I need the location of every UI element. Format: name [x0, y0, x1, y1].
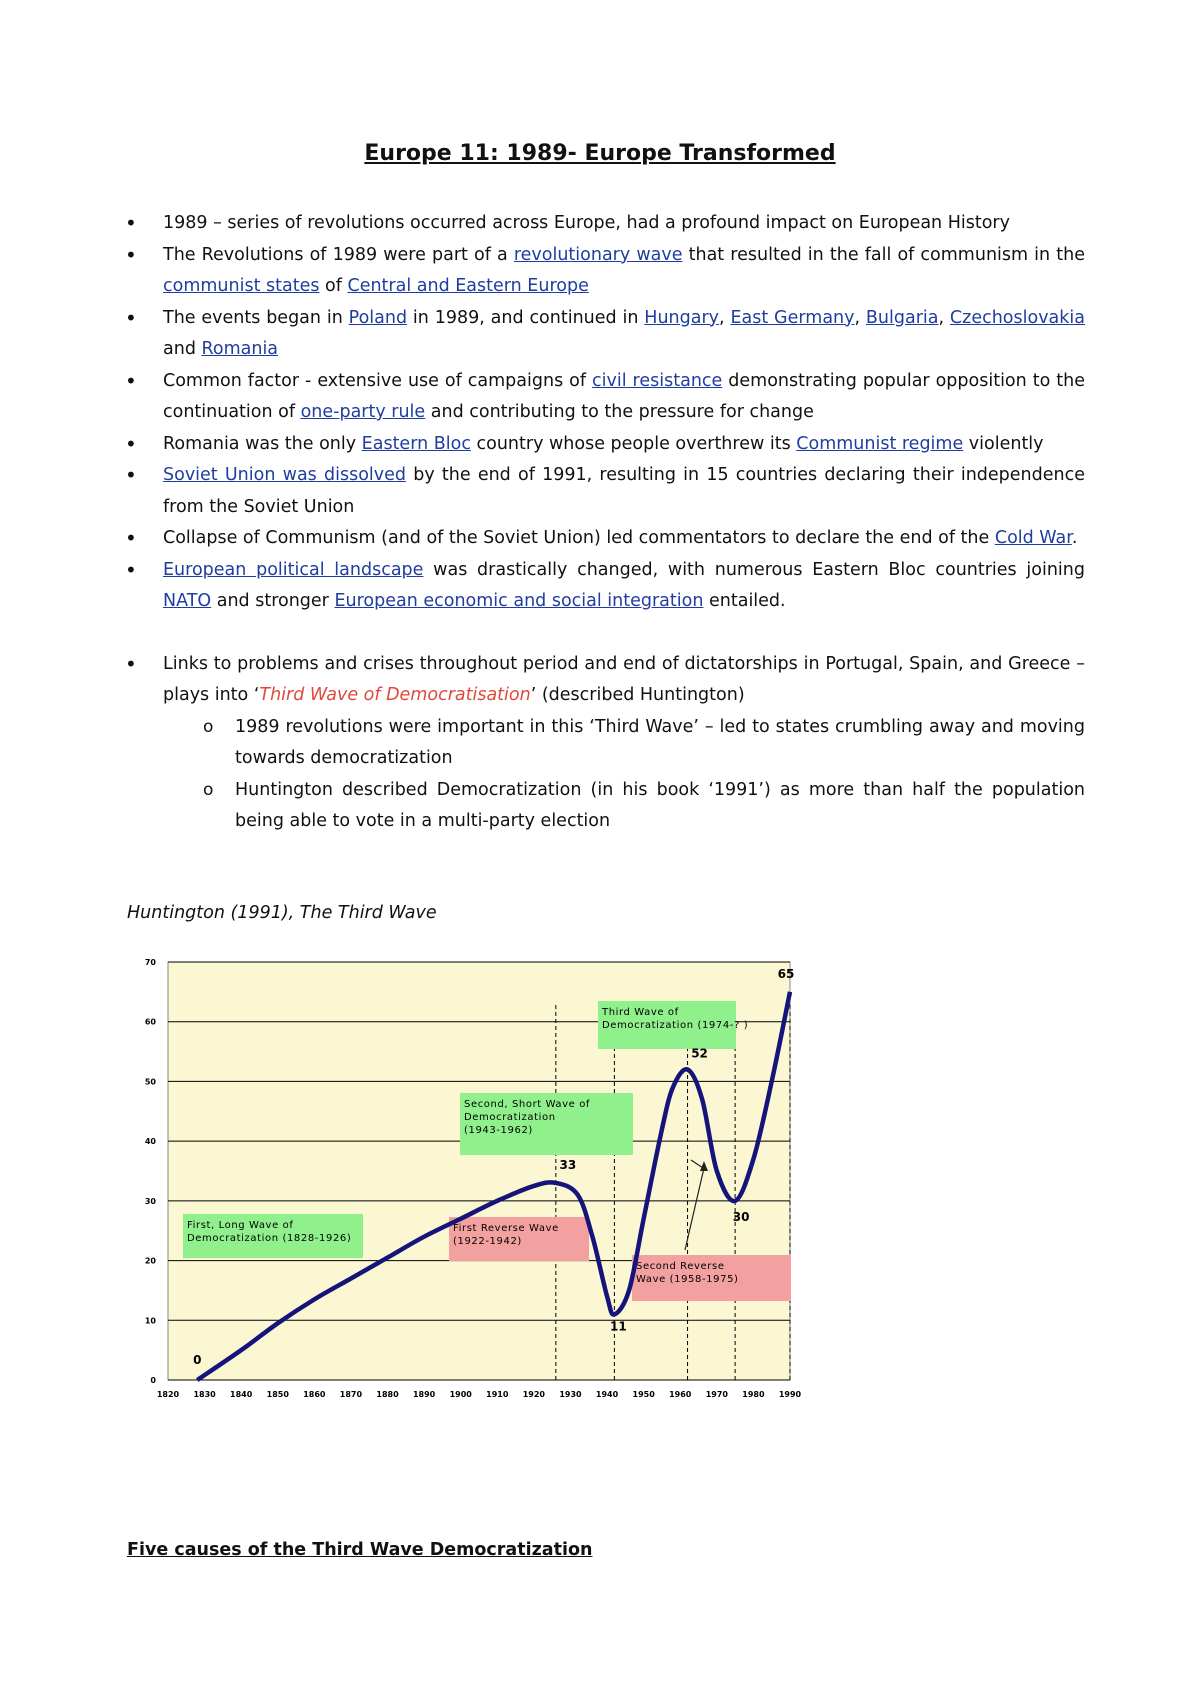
x-tick-label: 1910	[486, 1390, 509, 1399]
link-bulgaria[interactable]: Bulgaria	[865, 307, 939, 328]
link-revolutionary-wave[interactable]: revolutionary wave	[513, 244, 683, 265]
y-tick-label: 10	[144, 1316, 156, 1326]
sub-item: o Huntington described Democratization (in his book ‘1991’) as more than half the population being able to vote in a multi-party election	[163, 775, 1085, 838]
annotation-text: Second, Short Wave of	[464, 1099, 591, 1110]
y-tick-label: 70	[144, 958, 156, 967]
bullet-item: • European political landscape was drastically changed, with numerous Eastern Bloc countries joining NATO and stronger European economic and social integration entailed.	[125, 555, 1085, 618]
bullet-list	[125, 208, 1085, 838]
bullet-item: • Soviet Union was dissolved by the end of 1991, resulting in 15 countries declaring their independence from the Soviet Union	[125, 460, 1085, 523]
bullet-item: • The Revolutions of 1989 were part of a revolutionary wave that resulted in the fall of communism in the communist states of Central and Eastern Europe	[125, 240, 1085, 303]
x-tick-label: 1960	[669, 1390, 692, 1399]
x-tick-label: 1940	[595, 1390, 619, 1399]
link-communist-regime[interactable]: Communist regime	[796, 433, 964, 454]
bullet-item: • Collapse of Communism (and of the Soviet Union) led commentators to declare the end of the Cold War.	[125, 523, 1085, 555]
sub-list	[163, 712, 1085, 838]
x-tick-label: 1890	[412, 1390, 436, 1399]
point-label: 11	[610, 1319, 627, 1334]
y-axis	[145, 958, 157, 1385]
page-title: Europe 11: 1989- Europe Transformed	[364, 141, 836, 166]
y-tick-label: 0	[150, 1376, 156, 1385]
annotation-text: Democratization (1974-? )	[602, 1020, 749, 1031]
link-romania[interactable]: Romania	[201, 339, 279, 359]
x-tick-label: 1880	[376, 1390, 399, 1399]
x-tick-label: 1860	[303, 1390, 326, 1399]
x-tick-label: 1970	[705, 1390, 728, 1399]
sub-item: o 1989 revolutions were important in this ‘Third Wave’ – led to states crumbling away and moving towards democratization	[163, 712, 1085, 775]
x-tick-label: 1870	[339, 1390, 363, 1399]
annotation-text: Wave (1958-1975)	[636, 1274, 739, 1285]
link-hungary[interactable]: Hungary	[644, 307, 720, 328]
x-axis	[157, 1390, 802, 1399]
x-tick-label: 1830	[193, 1390, 216, 1399]
chart-caption: Huntington (1991), The Third Wave	[127, 903, 437, 923]
bullet-item: • 1989 – series of revolutions occurred across Europe, had a profound impact on European History	[125, 208, 1085, 240]
third-wave-term: Third Wave of Democratisation	[259, 685, 531, 705]
annotation-text: First Reverse Wave	[453, 1223, 559, 1234]
x-tick-label: 1850	[266, 1390, 289, 1399]
link-eastern-bloc[interactable]: Eastern Bloc	[361, 433, 471, 454]
link-european-political-landscape[interactable]: European political landscape	[163, 559, 424, 580]
link-east-germany[interactable]: East Germany	[730, 307, 855, 328]
point-label: 65	[777, 966, 795, 981]
annotation-text: (1943-1962)	[464, 1125, 533, 1136]
point-label: 52	[691, 1046, 708, 1061]
y-tick-label: 30	[144, 1196, 156, 1206]
bullet-item: • Common factor - extensive use of campaigns of civil resistance demonstrating popular opposition to the continuation of one-party rule and contributing to the pressure for change	[125, 366, 1085, 429]
x-tick-label: 1840	[230, 1390, 253, 1399]
y-tick-label: 20	[144, 1256, 156, 1266]
link-soviet-union-dissolved[interactable]: Soviet Union was dissolved	[163, 465, 407, 485]
x-tick-label: 1820	[156, 1390, 180, 1399]
link-poland[interactable]: Poland	[348, 307, 408, 328]
x-tick-label: 1990	[778, 1390, 802, 1399]
annotation-text: First, Long Wave of	[187, 1220, 294, 1231]
x-tick-label: 1950	[632, 1390, 655, 1399]
point-label: 33	[559, 1157, 577, 1172]
annotation-text: Democratization	[464, 1112, 556, 1123]
x-tick-label: 1930	[559, 1390, 582, 1399]
link-one-party-rule[interactable]: one-party rule	[300, 402, 426, 422]
bullet-item: • Romania was the only Eastern Bloc country whose people overthrew its Communist regime violently	[125, 429, 1085, 461]
y-tick-label: 40	[144, 1137, 156, 1147]
annotation-text: Second Reverse	[636, 1261, 725, 1272]
y-tick-label: 50	[144, 1077, 156, 1087]
link-civil-resistance[interactable]: civil resistance	[592, 370, 723, 391]
link-cold-war[interactable]: Cold War	[994, 528, 1072, 548]
bullet-item: • The events began in Poland in 1989, and continued in Hungary, East Germany, Bulgaria, Czechoslovakia and Romania	[125, 303, 1085, 366]
x-tick-label: 1900	[449, 1390, 472, 1399]
section-heading: Five causes of the Third Wave Democratization	[127, 1540, 593, 1560]
link-czechoslovakia[interactable]: Czechoslovakia	[949, 307, 1085, 328]
link-nato[interactable]: NATO	[163, 591, 212, 611]
x-tick-label: 1980	[742, 1390, 765, 1399]
annotation-text: Democratization (1828-1926)	[187, 1233, 352, 1244]
point-label: 30	[732, 1209, 750, 1224]
bullet-item: • Links to problems and crises throughout period and end of dictatorships in Portugal, Spain, and Greece – plays into ‘Third Wave of Democratisation’ (described Huntington) o 1989 revolutions were important in this ‘Third Wave’ – led to states crumbling away and moving towards democratization o Huntington described Democratization (in his book ‘1991’) as more than half the population being able to vote in a multi-party election	[125, 649, 1085, 838]
y-tick-label: 60	[144, 1017, 156, 1027]
x-tick-label: 1920	[522, 1390, 546, 1399]
link-central-eastern-europe[interactable]: Central and Eastern Europe	[347, 276, 589, 296]
link-european-integration[interactable]: European economic and social integration	[334, 591, 704, 611]
link-communist-states[interactable]: communist states	[163, 276, 320, 296]
point-label: 0	[193, 1353, 202, 1367]
annotation-text: Third Wave of	[602, 1007, 679, 1018]
third-wave-chart	[120, 945, 810, 1415]
annotation-text: (1922-1942)	[453, 1236, 522, 1247]
